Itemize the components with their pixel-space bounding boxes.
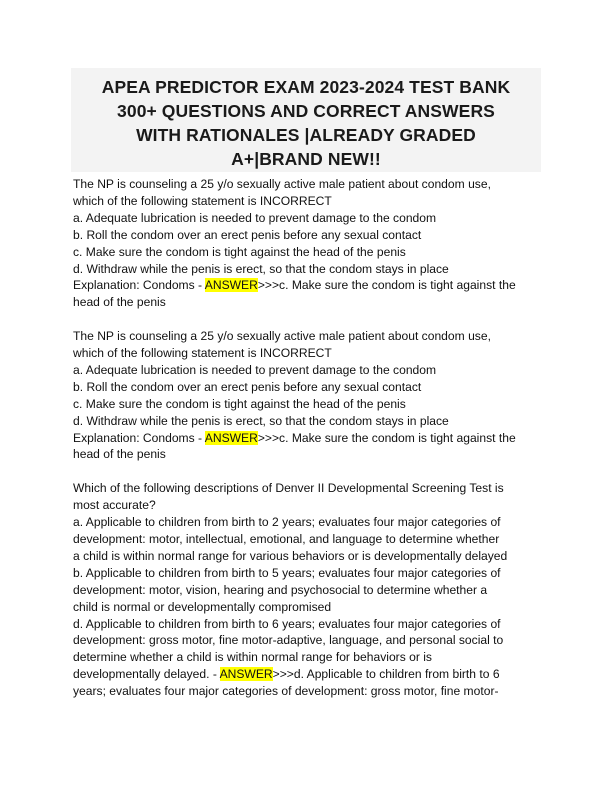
answer-highlight: ANSWER <box>204 430 258 445</box>
option-b: b. Roll the condom over an erect penis before any sexual contact <box>73 379 422 394</box>
question-1 <box>73 176 545 311</box>
question-stem: Which of the following descriptions of Denver II Developmental Screening Test is <box>73 481 504 496</box>
answer-text: >>>c. Make sure the condom is tight against the <box>257 278 516 293</box>
question-3 <box>73 480 545 700</box>
option-d: development: gross motor, fine motor-adaptive, language, and personal social to <box>73 633 504 648</box>
option-a: a. Adequate lubrication is needed to prevent damage to the condom <box>73 210 437 225</box>
option-c: c. Make sure the condom is tight against the head of the penis <box>73 396 406 411</box>
option-d: d. Withdraw while the penis is erect, so that the condom stays in place <box>73 413 449 428</box>
answer-highlight: ANSWER <box>219 667 273 682</box>
option-d: d. Withdraw while the penis is erect, so that the condom stays in place <box>73 261 449 276</box>
title-line-2: 300+ QUESTIONS AND CORRECT ANSWERS <box>117 101 495 121</box>
spacer <box>73 311 545 328</box>
option-d: determine whether a child is within normal range for behaviors or is <box>73 650 432 665</box>
explanation-prefix: Explanation: Condoms - <box>73 278 205 293</box>
explanation-prefix: Explanation: Condoms - <box>73 430 205 445</box>
option-b: child is normal or developmentally compromised <box>73 599 332 614</box>
option-b: development: motor, vision, hearing and psychosocial to determine whether a <box>73 582 488 597</box>
question-stem: most accurate? <box>73 498 156 513</box>
option-d: d. Applicable to children from birth to 6 years; evaluates four major categories of <box>73 616 501 631</box>
question-stem: The NP is counseling a 25 y/o sexually active male patient about condom use, <box>73 177 491 191</box>
answer-text-continued: head of the penis <box>73 295 166 310</box>
option-a: a child is within normal range for various behaviors or is developmentally delayed <box>73 548 508 563</box>
option-d-answer <box>73 666 545 683</box>
option-b: b. Applicable to children from birth to 5 years; evaluates four major categories of <box>73 565 501 580</box>
question-stem: which of the following statement is INCORRECT <box>73 193 332 208</box>
option-a: a. Adequate lubrication is needed to prevent damage to the condom <box>73 362 437 377</box>
option-a: a. Applicable to children from birth to 2 years; evaluates four major categories of <box>73 515 501 530</box>
explanation <box>73 430 545 447</box>
option-a: development: motor, intellectual, emotional, and language to determine whether <box>73 532 500 546</box>
title-line-3: WITH RATIONALES |ALREADY GRADED <box>136 125 476 145</box>
title-line-4: A+|BRAND NEW!! <box>231 149 381 169</box>
answer-text-continued: years; evaluates four major categories of development: gross motor, fine motor- <box>73 684 499 699</box>
title-line-1: APEA PREDICTOR EXAM 2023-2024 TEST BANK <box>101 77 511 97</box>
document-title <box>71 68 541 172</box>
question-stem: which of the following statement is INCORRECT <box>73 346 332 361</box>
answer-text: >>>c. Make sure the condom is tight against the <box>257 430 516 445</box>
answer-text: >>>d. Applicable to children from birth to 6 <box>272 667 500 682</box>
question-stem: The NP is counseling a 25 y/o sexually active male patient about condom use, <box>73 329 491 344</box>
option-d-text: developmentally delayed. - <box>73 667 220 682</box>
answer-highlight: ANSWER <box>204 278 258 293</box>
document-body <box>73 176 545 700</box>
option-b: b. Roll the condom over an erect penis before any sexual contact <box>73 227 422 242</box>
explanation <box>73 277 545 294</box>
option-c: c. Make sure the condom is tight against the head of the penis <box>73 244 406 259</box>
question-2 <box>73 328 545 463</box>
spacer <box>73 463 545 480</box>
answer-text-continued: head of the penis <box>73 447 166 462</box>
